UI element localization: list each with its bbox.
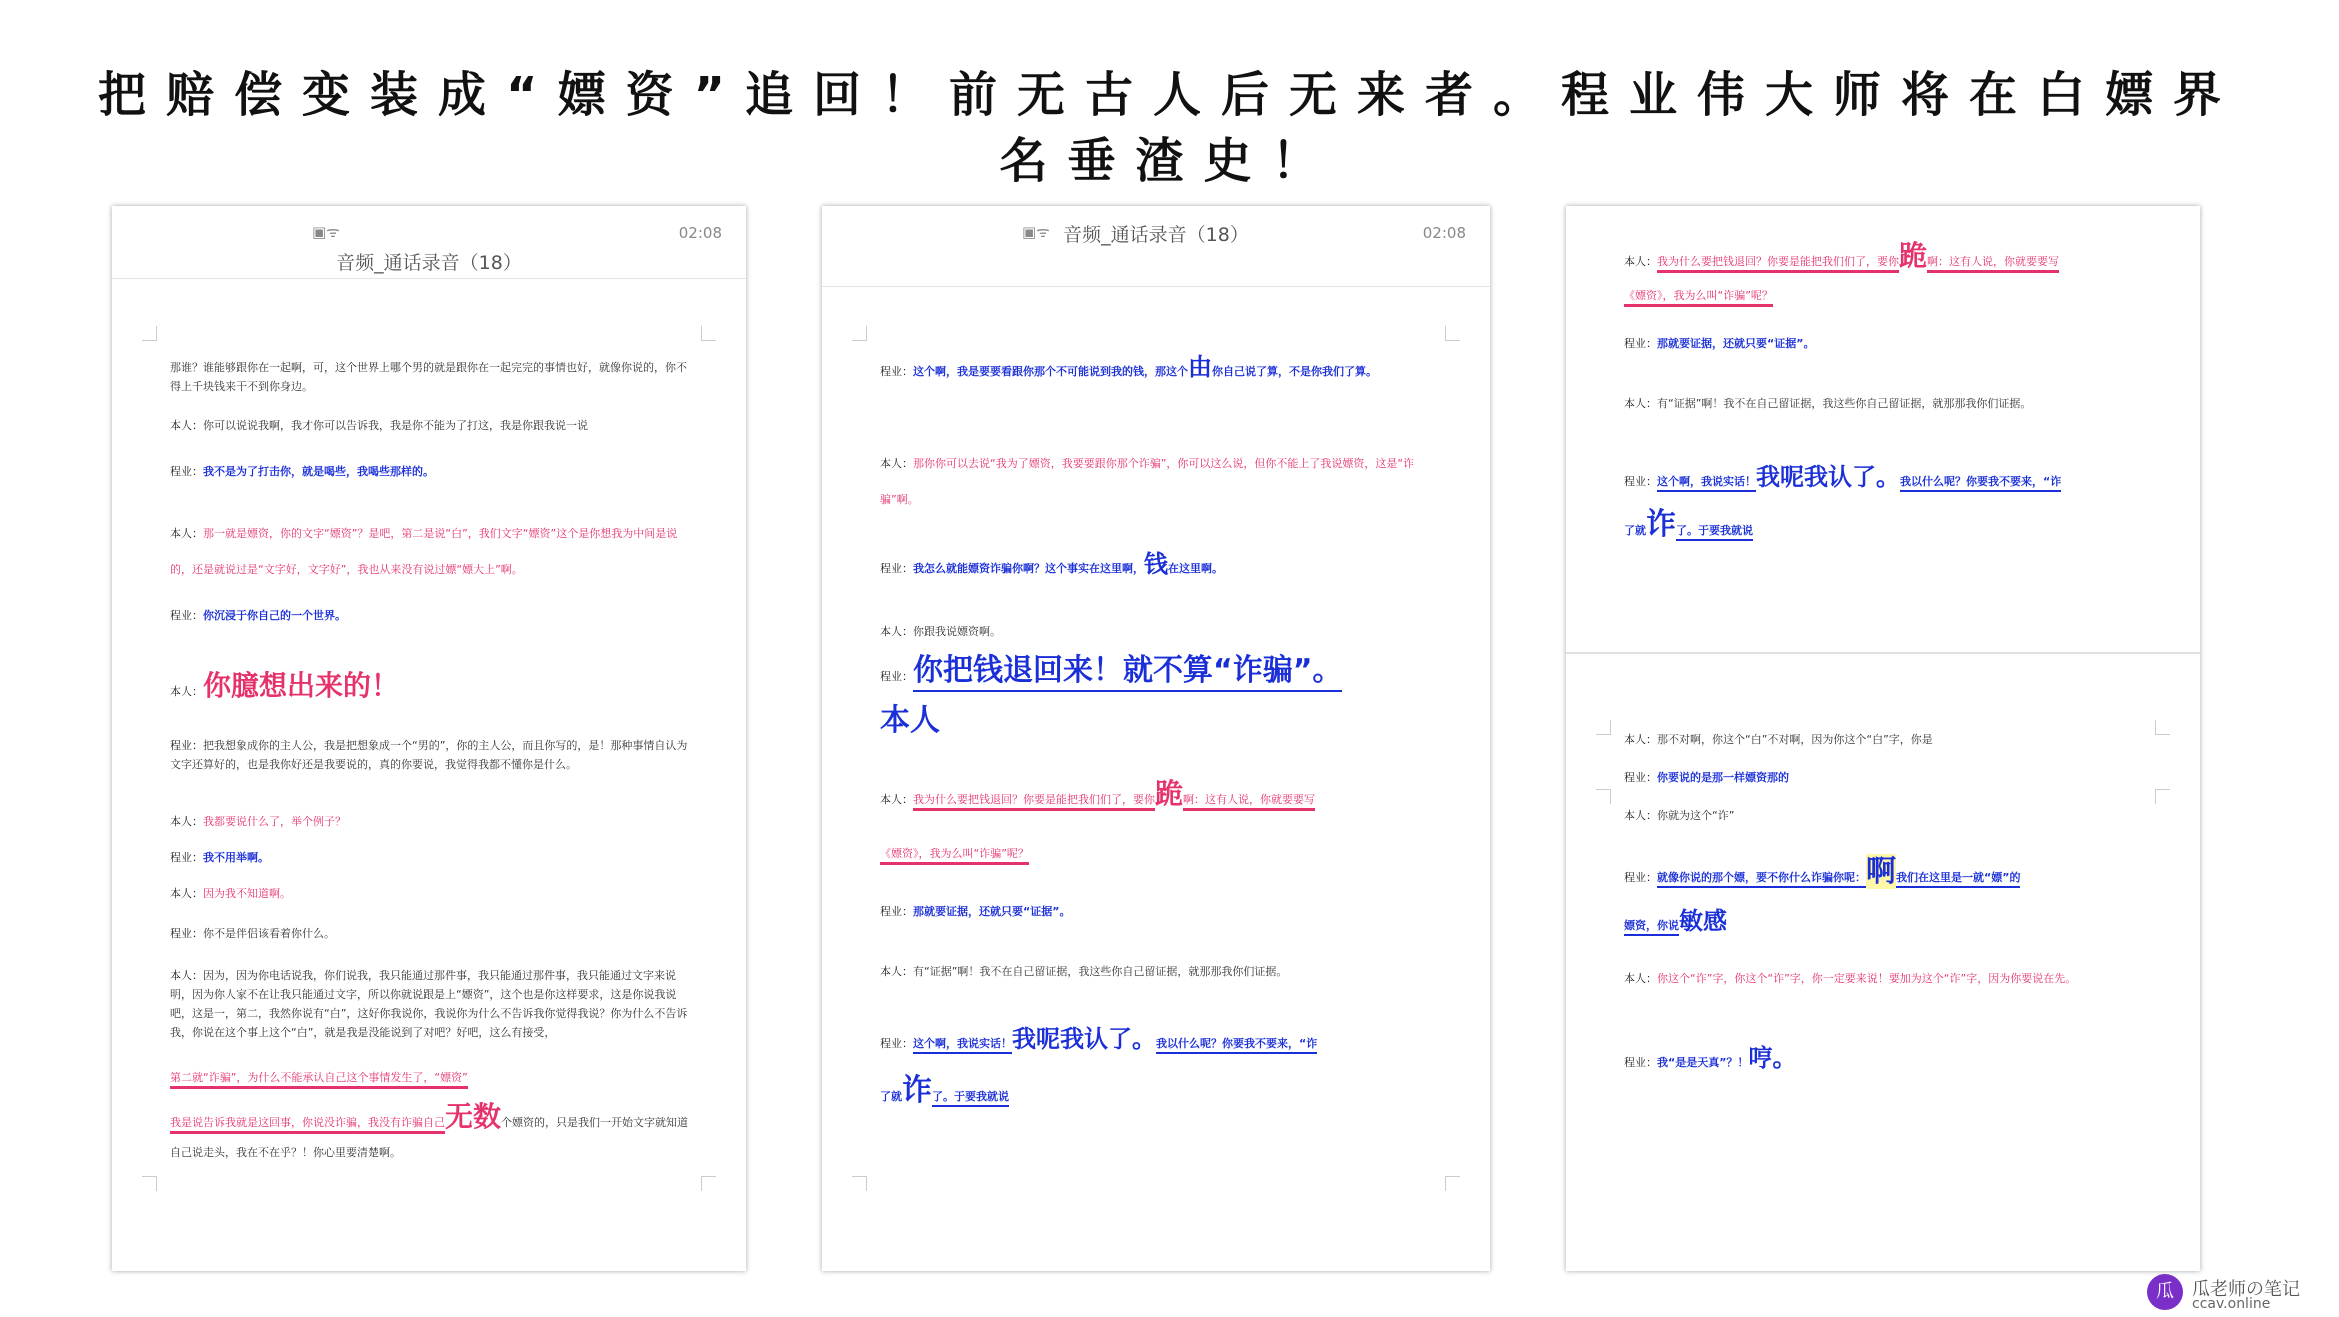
title-line-1: 把赔偿变装成“嫖资”追回！前无古人后无来者。程业伟大师将在白嫖界 (97, 67, 2242, 123)
transcript-line: 本人：我为什么要把钱退回？你要是能把我们们了，要你跪啊：这有人说，你就要要写 (1624, 239, 2060, 272)
phone-screenshot-1 (112, 206, 746, 1271)
transcript-line: 本人：因为我不知道啊。 (170, 887, 291, 900)
transcript-line: 本人：你跟我说嫖资啊。 (880, 625, 1001, 638)
transcript-line: 程业：我“是是天真”？！哼。 (1624, 1044, 1797, 1072)
transcript-line: 那谁？谁能够跟你在一起啊，可，这个世界上哪个男的就是跟你在一起完完的事情也好，就像你说的，你不得上千块钱来干不到你身边。 (170, 361, 687, 393)
watermark-logo-icon: 瓜 (2147, 1274, 2183, 1310)
transcript-line: 程业：你沉浸于你自己的一个世界。 (170, 609, 346, 622)
document-page-bottom (1596, 720, 2170, 1260)
transcript-line: 程业：就像你说的那个嫖，要不你什么诈骗你呢：啊我们在这里是一就“嫖”的 (1624, 854, 2021, 889)
transcript-line: 本人：你可以说说我啊，我才你可以告诉我，我是你不能为了打这，我是你跟我说一说 (170, 419, 588, 432)
transcript-line: 本人：那一就是嫖资，你的文字“嫖资”？是吧，第二是说“白”，我们文字“嫖资”这个是你想我为中间是说的，还是就说过是“文字好，文字好”，我也从来没有说过嫖“嫖大上”啊。 (170, 527, 678, 576)
page-divider (1566, 652, 2200, 654)
transcript-line: 《嫖资》，我为么叫“诈骗”呢？ (880, 844, 1432, 863)
transcript-line: 本人：有“证据”啊！我不在自己留证据，我这些你自己留证据，就那那我你们证据。 (880, 965, 1288, 978)
transcript-line: 程业：我不是为了打击你，就是喝些，我喝些那样的。 (170, 465, 434, 478)
transcript-line: 了就诈了。于要我就说 (880, 1073, 1009, 1108)
phone-screenshot-3 (1566, 206, 2200, 1271)
transcript-line: 程业：我不用举啊。 (170, 851, 269, 864)
signal-icon: ▣ᯤ (312, 223, 340, 241)
document-page (142, 326, 716, 1191)
transcript-line: 本人：那不对啊，你这个“白”不对啊，因为你这个“白”字，你是 (1624, 733, 1933, 746)
document-title: 音频_通话录音（18） (336, 252, 522, 274)
transcript-line: 程业：这个啊，我是要要看跟你那个不可能说到我的钱，那这个由你自己说了算，不是你我们了算。 (880, 353, 1377, 381)
watermark-url: ccav.online (2192, 1296, 2271, 1312)
transcript-line: 本人：有“证据”啊！我不在自己留证据，我这些你自己留证据，就那那我你们证据。 (1624, 397, 2032, 410)
transcript-line: 程业：你要说的是那一样嫖资那的 (1624, 771, 1789, 784)
transcript-line: 本人：因为，因为你电话说我，你们说我，我只能通过那件事，我只能通过那件事，我只能通过文字来说明，因为你人家不在让我只能通过文字，所以你就说跟是上“嫖资”，这个也是你这样要求，这是你说我说吧，这是一，第二，我然你说有“白”，这好你我说你，我说你为什么不告诉我你觉得我说？你为什么不告诉我，你说在这个事上这个“白”，就是我是没能说到了对吧？好吧，这么有接受， (170, 969, 688, 1039)
status-time: 02:08 (1422, 224, 1466, 242)
phone-screenshot-2 (822, 206, 1490, 1271)
status-time: 02:08 (678, 224, 722, 242)
transcript-line: 我是说告诉我就是这回事，你说没诈骗，我没有诈骗自己无数个嫖资的，只是我们一开始文字就知道自己说走头，我在不在乎？！你心里要清楚啊。 (170, 1100, 689, 1159)
transcript-line: 本人 (880, 703, 940, 738)
transcript-line: 程业：我怎么就能嫖资诈骗你啊？这个事实在这里啊，钱在这里啊。 (880, 550, 1223, 578)
transcript-line: 程业：这个啊，我说实话！我呢我认了。我以什么呢？你要我不要来，“诈 (1624, 463, 2062, 491)
transcript-line: 本人：那你你可以去说“我为了嫖资，我要要跟你那个诈骗”，你可以这么说，但你不能上了我说嫖资，这是“诈骗”啊。 (880, 457, 1415, 506)
transcript-line: 本人：我都要说什么了，举个例子？ (170, 815, 346, 828)
signal-icon: ▣ᯤ (1022, 223, 1050, 241)
status-bar (112, 206, 746, 279)
transcript-line: 本人：你就为这个“诈” (1624, 809, 1735, 822)
document-title: 音频_通话录音（18） (1063, 224, 1249, 246)
status-bar (822, 206, 1490, 287)
slide-title (0, 62, 2339, 194)
transcript-line: 程业：这个啊，我说实话！我呢我认了。我以什么呢？你要我不要来，“诈 (880, 1025, 1318, 1053)
transcript-line: 第二就“诈骗”，为什么不能承认自己这个事情发生了，“嫖资” (170, 1068, 688, 1087)
transcript-line: 了就诈了。于要我就说 (1624, 507, 1753, 542)
transcript-line: 《嫖资》，我为么叫“诈骗”呢？ (1624, 286, 2142, 305)
title-line-2: 名垂渣史！ (999, 133, 1340, 189)
transcript-line: 本人：你臆想出来的！ (170, 669, 400, 702)
transcript-line: 程业：那就要证据，还就只要“证据”。 (880, 905, 1071, 918)
watermark-name: 瓜老师の笔记 (2192, 1279, 2300, 1300)
transcript-line: 本人：我为什么要把钱退回？你要是能把我们们了，要你跪啊：这有人说，你就要要写 (880, 777, 1316, 810)
transcript-line: 嫖资，你说敏感 (1624, 907, 1727, 935)
transcript-line: 本人：你这个“诈”字，你这个“诈”字，你一定要来说！要加为这个“诈”字，因为你要说在先。 (1624, 972, 2077, 985)
document-page (852, 326, 1460, 1191)
transcript-line: 程业：你不是伴侣该看着你什么。 (170, 927, 335, 940)
transcript-line: 程业：那就要证据，还就只要“证据”。 (1624, 337, 1815, 350)
transcript-line: 程业：你把钱退回来！就不算“诈骗”。 (880, 648, 1432, 700)
document-page-top (1596, 224, 2170, 804)
transcript-line: 程业：把我想象成你的主人公，我是把想象成一个“男的”，你的主人公，而且你写的，是！那种事情自认为文字还算好的，也是我你好还是我要说的，真的你要说，我觉得我都不懂你是什么。 (170, 739, 688, 771)
